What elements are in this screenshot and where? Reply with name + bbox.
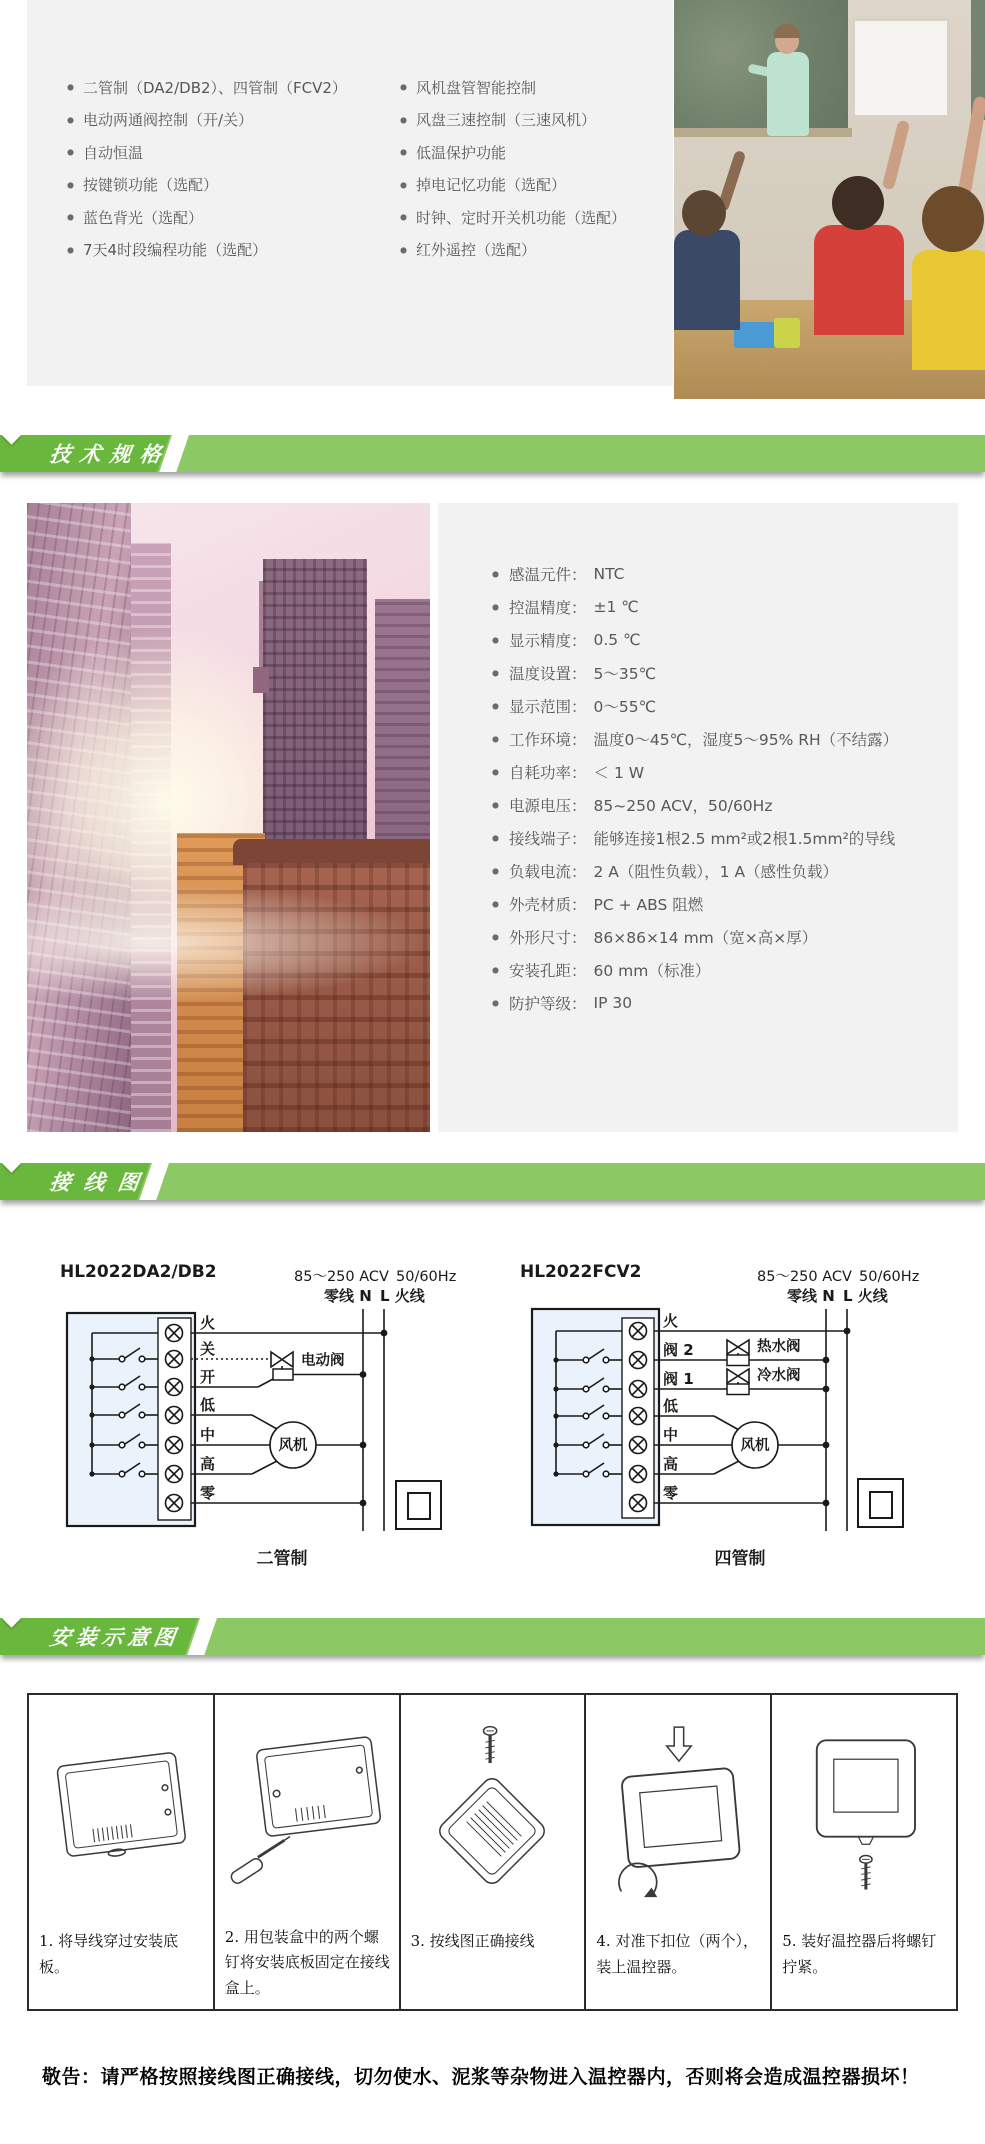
section-banner-specs — [0, 435, 985, 472]
spec-label: ● 负载电流： — [509, 862, 587, 881]
city-photo — [27, 503, 430, 1132]
light-haze — [27, 883, 430, 1003]
spec-row — [492, 788, 898, 821]
chalk-tray — [674, 128, 852, 137]
spec-value: NTC — [593, 564, 625, 583]
fan-label: 风机 — [740, 1438, 770, 1454]
down-arrow-icon — [667, 1727, 692, 1761]
install-step-5 — [772, 1695, 956, 2009]
frequency-label: 50/60Hz — [859, 1269, 920, 1285]
wire-label: 开 — [200, 1368, 216, 1386]
spec-row — [492, 821, 898, 854]
wire-label: 零 — [200, 1484, 216, 1502]
spec-value: ±1 ℃ — [593, 597, 639, 616]
spec-label: ● 接线端子： — [509, 829, 587, 848]
rotate-arrow-icon — [619, 1863, 657, 1897]
back-plate-icon — [36, 1719, 206, 1909]
wire-label: 高 — [663, 1455, 679, 1473]
wiring-lines — [532, 1309, 903, 1531]
feature-item: ● 风机盘管智能控制 — [400, 71, 626, 104]
step-caption: 3. 按线图正确接线 — [410, 1932, 535, 1950]
spec-label: ● 显示精度： — [509, 631, 587, 650]
spec-value: PC + ABS 阻燃 — [593, 895, 704, 914]
step-4-illustration — [586, 1695, 770, 1927]
spec-row — [492, 557, 898, 590]
section-title-install: 安装示意图 — [48, 1624, 182, 1649]
pupil-left-head — [682, 190, 726, 236]
spec-label: ● 安装孔距： — [509, 961, 587, 980]
spec-value: 86×86×14 mm（宽×高×厚） — [593, 928, 818, 947]
feature-item: ● 风盘三速控制（三速风机） — [400, 104, 626, 137]
spec-label: ● 感温元件： — [509, 565, 587, 584]
spec-row — [492, 986, 898, 1019]
wire-label: 低 — [200, 1396, 216, 1414]
section-title-specs: 技术规格 — [48, 441, 172, 466]
frequency-label: 50/60Hz — [396, 1269, 457, 1285]
classroom-photo — [674, 0, 985, 399]
valve-label: 电动阀 — [301, 1353, 345, 1369]
live-label: L 火线 — [843, 1287, 888, 1305]
section-banner-install — [0, 1618, 985, 1655]
feature-item: ● 按键锁功能（选配） — [67, 169, 347, 202]
spec-value: 温度0～45℃，湿度5～95% RH（不结露） — [593, 730, 899, 749]
feature-item: ● 时钟、定时开关机功能（选配） — [400, 201, 626, 234]
step-caption: 2. 用包装盒中的两个螺钉将安装底板固定在接线盒上。 — [224, 1927, 390, 1997]
step-3-illustration — [401, 1695, 585, 1927]
spec-label: ● 温度设置： — [509, 664, 587, 683]
model-name: HL2022DA2/DB2 — [60, 1262, 217, 1282]
feature-list-left — [67, 71, 347, 266]
cold-valve-symbol — [727, 1369, 749, 1395]
spec-panel — [438, 503, 958, 1132]
feature-item: ● 低温保护功能 — [400, 136, 626, 169]
spec-row — [492, 656, 898, 689]
step-caption: 4. 对准下扣位（两个），装上温控器。 — [596, 1932, 758, 1976]
wire-label: 关 — [200, 1340, 216, 1358]
cold-valve-label: 冷水阀 — [757, 1368, 801, 1384]
screw-icon — [484, 1727, 497, 1763]
pupil-red-shirt — [814, 225, 904, 335]
wire-label: 低 — [663, 1397, 679, 1415]
spec-label: ● 外壳材质： — [509, 895, 587, 914]
install-step-4 — [586, 1695, 772, 2009]
neutral-label: 零线 N — [324, 1287, 372, 1305]
pencil-cup — [774, 318, 800, 348]
voltage-label: 85～250 ACV — [757, 1269, 852, 1285]
section-title-wiring: 接线图 — [48, 1169, 154, 1194]
wiring-lines — [67, 1309, 441, 1531]
spec-value: ＜ 1 W — [593, 763, 645, 782]
diagram-caption: 二管制 — [256, 1549, 308, 1569]
step-2-illustration — [215, 1695, 399, 1923]
features-panel — [27, 0, 673, 386]
wire-label: 火 — [200, 1314, 216, 1332]
wiring-diagram-two-pipe — [30, 1252, 490, 1582]
feature-item: ● 掉电记忆功能（选配） — [400, 169, 626, 202]
screw-icon — [860, 1856, 872, 1890]
spec-label: ● 显示范围： — [509, 697, 587, 716]
spec-row — [492, 953, 898, 986]
feature-item: ● 电动两通阀控制（开/关） — [67, 104, 347, 137]
feature-item: ● 红外遥控（选配） — [400, 234, 626, 267]
antenna-tower — [259, 581, 263, 671]
wire-label: 零 — [663, 1484, 679, 1502]
valve-symbol — [271, 1352, 293, 1380]
spec-label: ● 控温精度： — [509, 598, 587, 617]
spec-row — [492, 887, 898, 920]
feature-item: ● 蓝色背光（选配） — [67, 201, 347, 234]
whiteboard — [852, 18, 950, 118]
voltage-label: 85～250 ACV — [294, 1269, 389, 1285]
install-step-2 — [215, 1695, 401, 2009]
spec-row — [492, 755, 898, 788]
hot-valve-label: 热水阀 — [757, 1339, 801, 1355]
spec-value: 5～35℃ — [593, 664, 657, 683]
spec-label: ● 电源电压： — [509, 796, 587, 815]
spec-label: ● 防护等级： — [509, 994, 587, 1013]
wire-label: 阀 2 — [663, 1341, 694, 1359]
plate-and-screwdriver-icon — [222, 1717, 392, 1907]
spec-value: IP 30 — [593, 993, 633, 1012]
spec-label: ● 外形尺寸： — [509, 928, 587, 947]
pupil-left — [674, 230, 740, 330]
hot-valve-symbol — [727, 1340, 749, 1366]
fan-label: 风机 — [278, 1438, 308, 1454]
spec-value: 能够连接1根2.5 mm²或2根1.5mm²的导线 — [593, 829, 896, 848]
spec-row — [492, 854, 898, 887]
spec-value: 85~250 ACV，50/60Hz — [593, 796, 773, 815]
spec-value: 60 mm（标准） — [593, 961, 711, 980]
step-caption: 1. 将导线穿过安装底板。 — [39, 1932, 179, 1976]
spec-row — [492, 920, 898, 953]
install-step-1 — [29, 1695, 215, 2009]
live-label: L 火线 — [380, 1287, 425, 1305]
feature-item: ● 7天4时段编程功能（选配） — [67, 234, 347, 267]
wiring-plate-icon — [407, 1719, 577, 1909]
pupil-yellow-shirt — [912, 250, 985, 370]
install-steps-table — [27, 1693, 958, 2011]
step-1-illustration — [29, 1695, 213, 1927]
section-banner-wiring — [0, 1163, 985, 1200]
spec-value: 2 A（阻性负载），1 A（感性负载） — [593, 862, 839, 881]
model-name: HL2022FCV2 — [520, 1262, 642, 1282]
classical-roof — [233, 839, 430, 865]
warning-note: 敬告：请严格按照接线图正确接线，切勿使水、泥浆等杂物进入温控器内，否则将会造成温控器损坏！ — [42, 2066, 920, 2088]
spec-row — [492, 722, 898, 755]
finished-thermostat-icon — [779, 1719, 949, 1909]
spec-list — [492, 557, 898, 1019]
feature-item: ● 二管制（DA2/DB2）、四管制（FCV2） — [67, 71, 347, 104]
wall-box-symbol — [858, 1479, 903, 1527]
spec-row — [492, 689, 898, 722]
wire-label: 高 — [200, 1455, 216, 1473]
feature-item: ● 自动恒温 — [67, 136, 347, 169]
diagram-caption: 四管制 — [714, 1549, 766, 1569]
step-5-illustration — [772, 1695, 956, 1927]
spec-label: ● 自耗功率： — [509, 763, 587, 782]
wire-label: 中 — [200, 1426, 216, 1444]
screwdriver-icon — [229, 1836, 290, 1885]
neutral-label: 零线 N — [787, 1287, 835, 1305]
wall-box-symbol — [396, 1481, 441, 1529]
install-step-3 — [401, 1695, 587, 2009]
teacher — [767, 52, 809, 136]
wire-label: 阀 1 — [663, 1370, 694, 1388]
wire-label: 中 — [663, 1426, 679, 1444]
spec-label: ● 工作环境： — [509, 730, 587, 749]
spec-value: 0.5 ℃ — [593, 630, 641, 649]
mount-thermostat-icon — [593, 1719, 763, 1909]
pupil-yellow-head — [922, 186, 984, 252]
spec-value: 0～55℃ — [593, 697, 657, 716]
pupil-red-head — [832, 176, 884, 230]
spec-row — [492, 623, 898, 656]
feature-list-right — [400, 71, 626, 266]
wire-label: 火 — [663, 1312, 679, 1330]
wiring-diagram-four-pipe — [490, 1252, 950, 1582]
spec-row — [492, 590, 898, 623]
step-caption: 5. 装好温控器后将螺钉拧紧。 — [782, 1932, 937, 1976]
